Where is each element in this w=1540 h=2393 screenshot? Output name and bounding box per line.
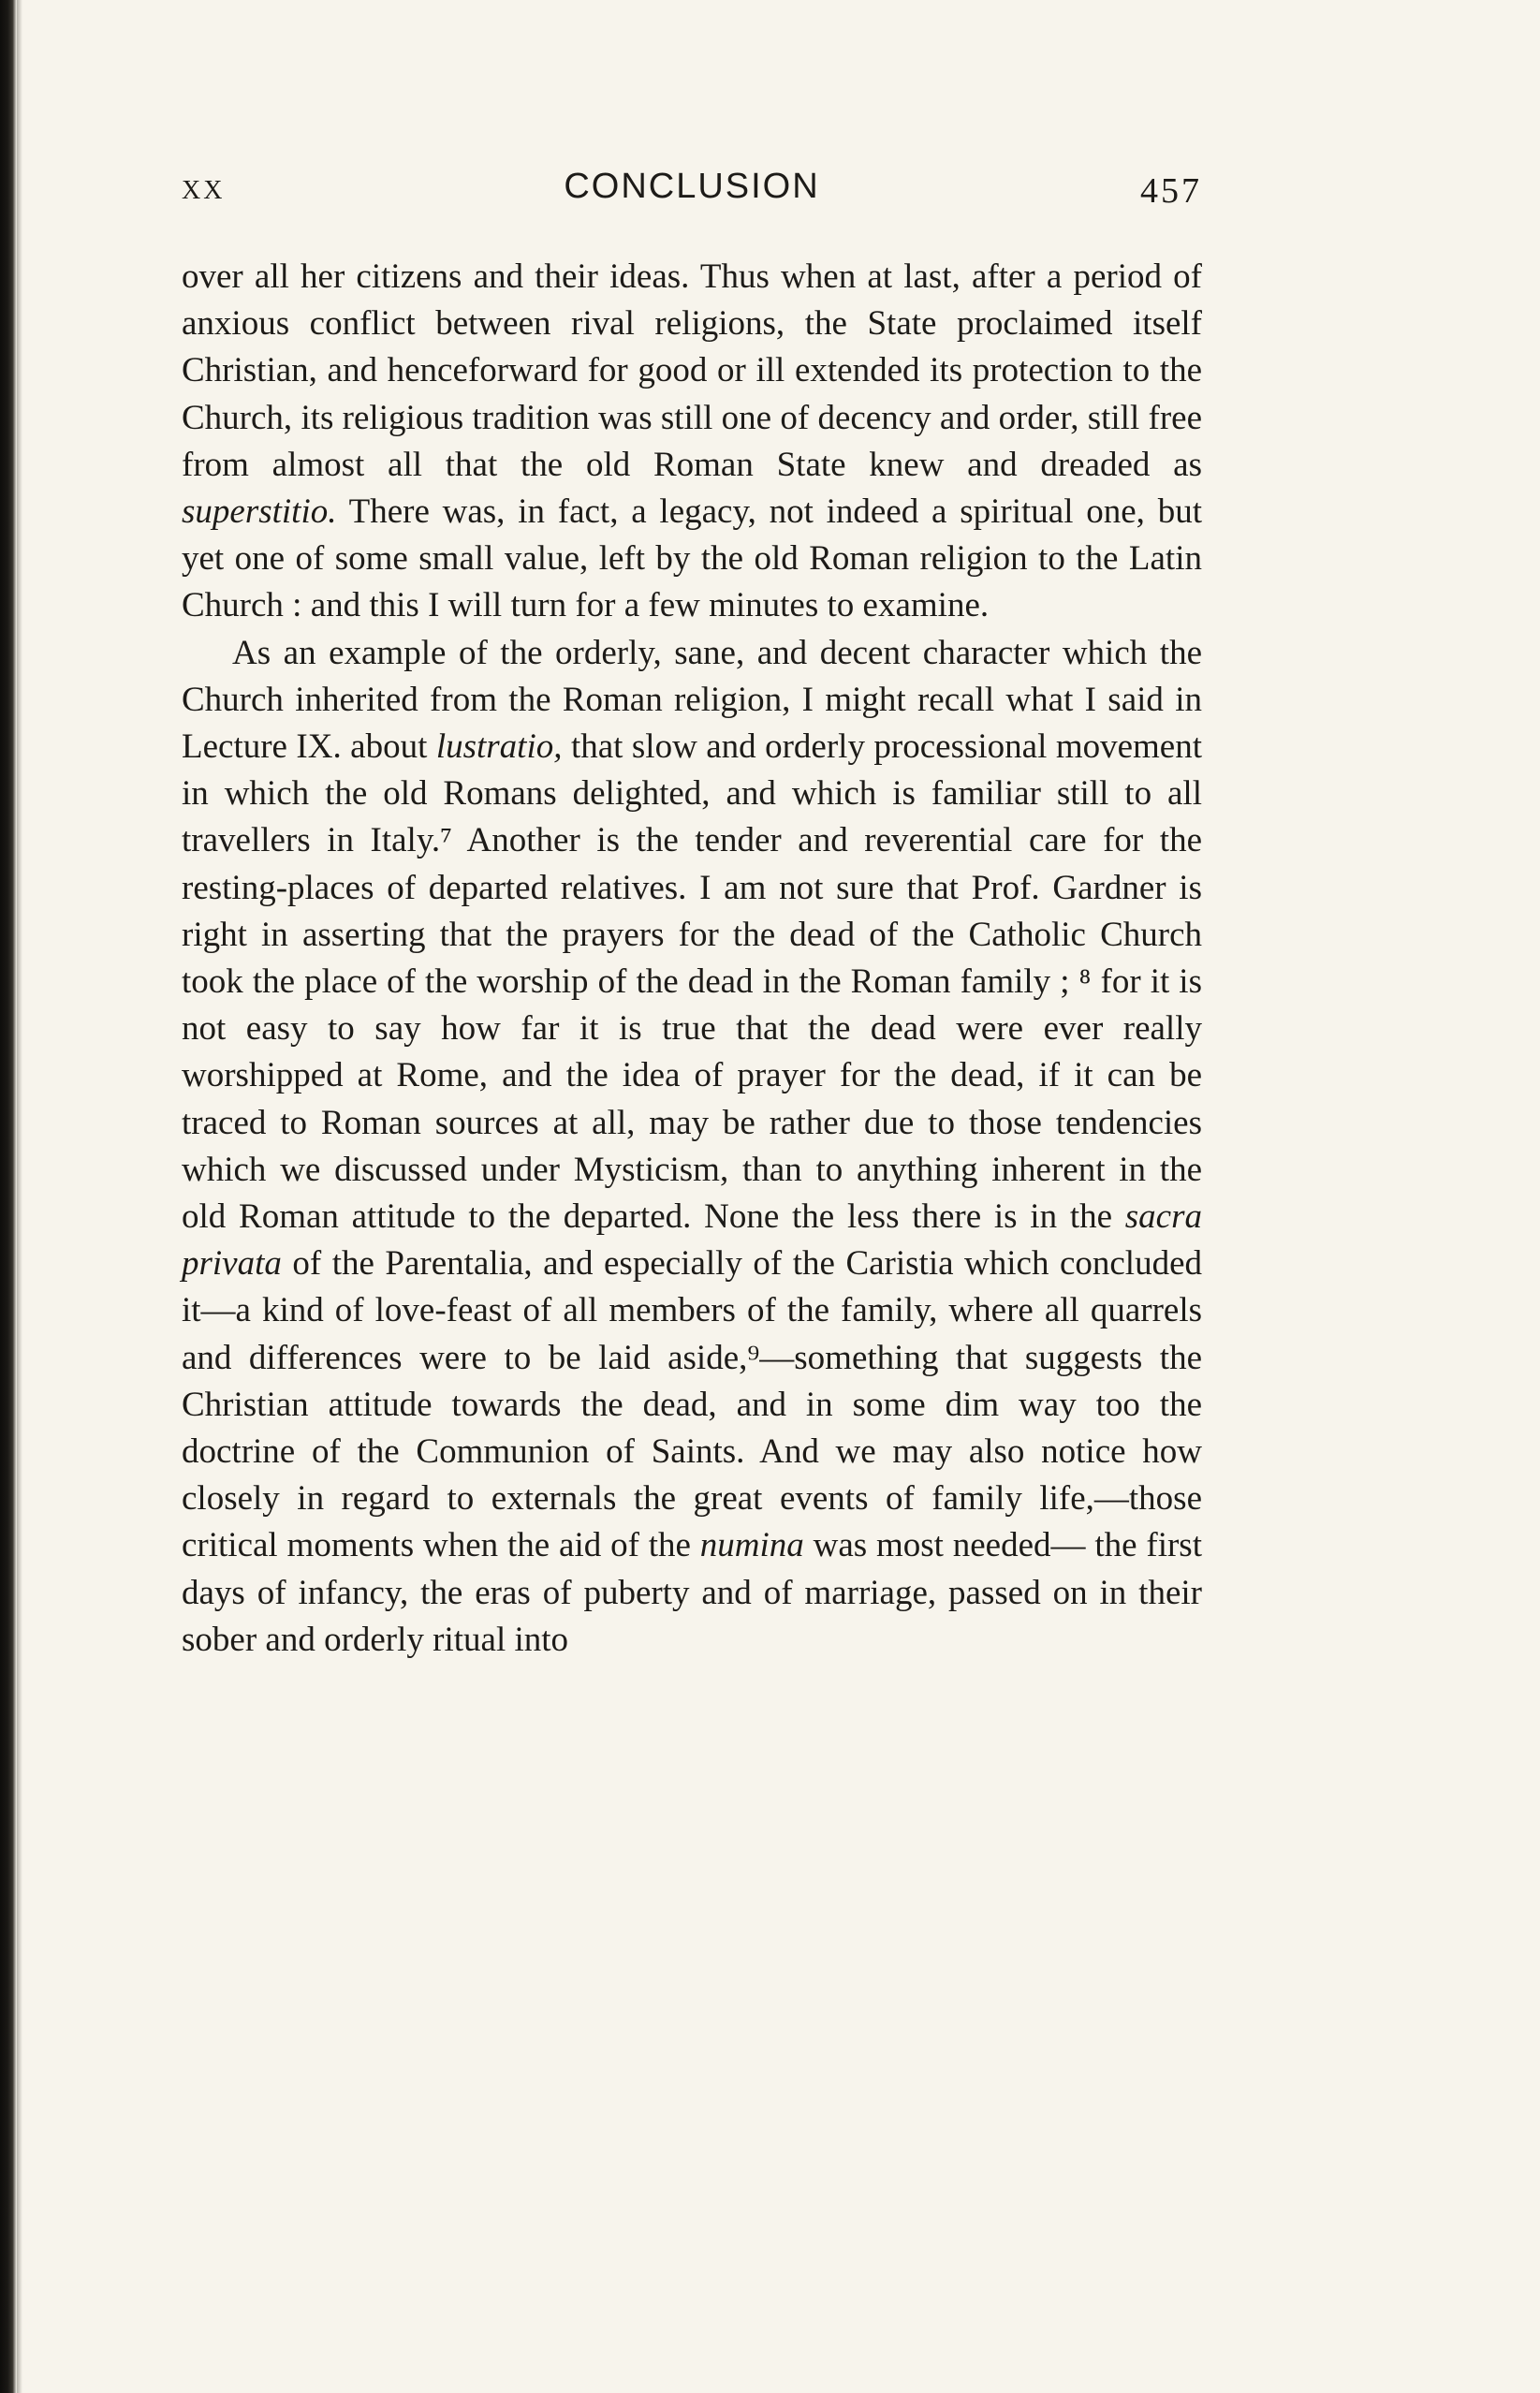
page-number: 457 bbox=[1140, 171, 1202, 211]
page-body bbox=[182, 254, 1202, 1664]
paragraph-2-text-cont-3: was most needed— the first days of infancy, the eras of puberty and of marriage, passed on in their sober and orderly ritual into bbox=[182, 1526, 1202, 1659]
paragraph-1-text: over all her citizens and their ideas. Thus when at last, after a period of anxious conflict between rival religions, the State proclaimed itself Christian, and henceforward for good or ill extended its protection to the Church, its religious tradition was still one of decency and order, still free from almost all that the old Roman State knew and dreaded as bbox=[182, 257, 1202, 484]
italic-term-lustratio: lustratio, bbox=[435, 727, 563, 767]
italic-term-superstitio: superstitio. bbox=[182, 492, 337, 532]
paragraph-2-text-cont: that slow and orderly processional movement in which the old Romans delighted, and which is familiar still to all travellers in Italy.⁷ Another is the tender and reverential care for the resting-places of departed relatives. I am not sure that Prof. Gardner is right in asserting that the prayers for the dead of the Catholic Church took the place of the worship of the dead in the Roman family ; ⁸ for it is not easy to say how far it is true that the dead were ever really worshipped at Rome, and the idea of prayer for the dead, if it can be traced to Roman sources at all, may be rather due to those tendencies which we discussed under Mysticism, than to anything inherent in the old Roman attitude to the departed. None the less there is in the bbox=[182, 727, 1202, 1237]
paragraph-2 bbox=[182, 630, 1202, 1664]
italic-term-numina: numina bbox=[699, 1526, 804, 1565]
paragraph-1-text-cont: There was, in fact, a legacy, not indeed a spiritual one, but yet one of some small value, left by the old Roman religion to the Latin Church : and this I will turn for a few minutes to examine. bbox=[182, 492, 1202, 625]
italic-term-sacra-privata: sacra privata bbox=[182, 1197, 1202, 1284]
chapter-number: XX bbox=[182, 176, 226, 205]
running-head bbox=[182, 167, 1202, 223]
paragraph-2-text-cont-2: of the Parentalia, and especially of the Caristia which concluded it—a kind of love-feast of all members of the family, where all quarrels and differences were to be laid aside,⁹—something that suggests the Christian attitude towards the dead, and in some dim way too the doctrine of the Communion of Saints. And we may also notice how closely in regard to externals the great events of family life,—those critical moments when the aid of the bbox=[182, 1244, 1202, 1565]
paragraph-2-text: As an example of the orderly, sane, and decent character which the Church inherited from the Roman religion, I might recall what I said in Lecture IX. about bbox=[182, 633, 1202, 767]
book-binding-edge bbox=[0, 0, 17, 2393]
paragraph-1 bbox=[182, 254, 1202, 630]
running-title: CONCLUSION bbox=[564, 167, 820, 206]
